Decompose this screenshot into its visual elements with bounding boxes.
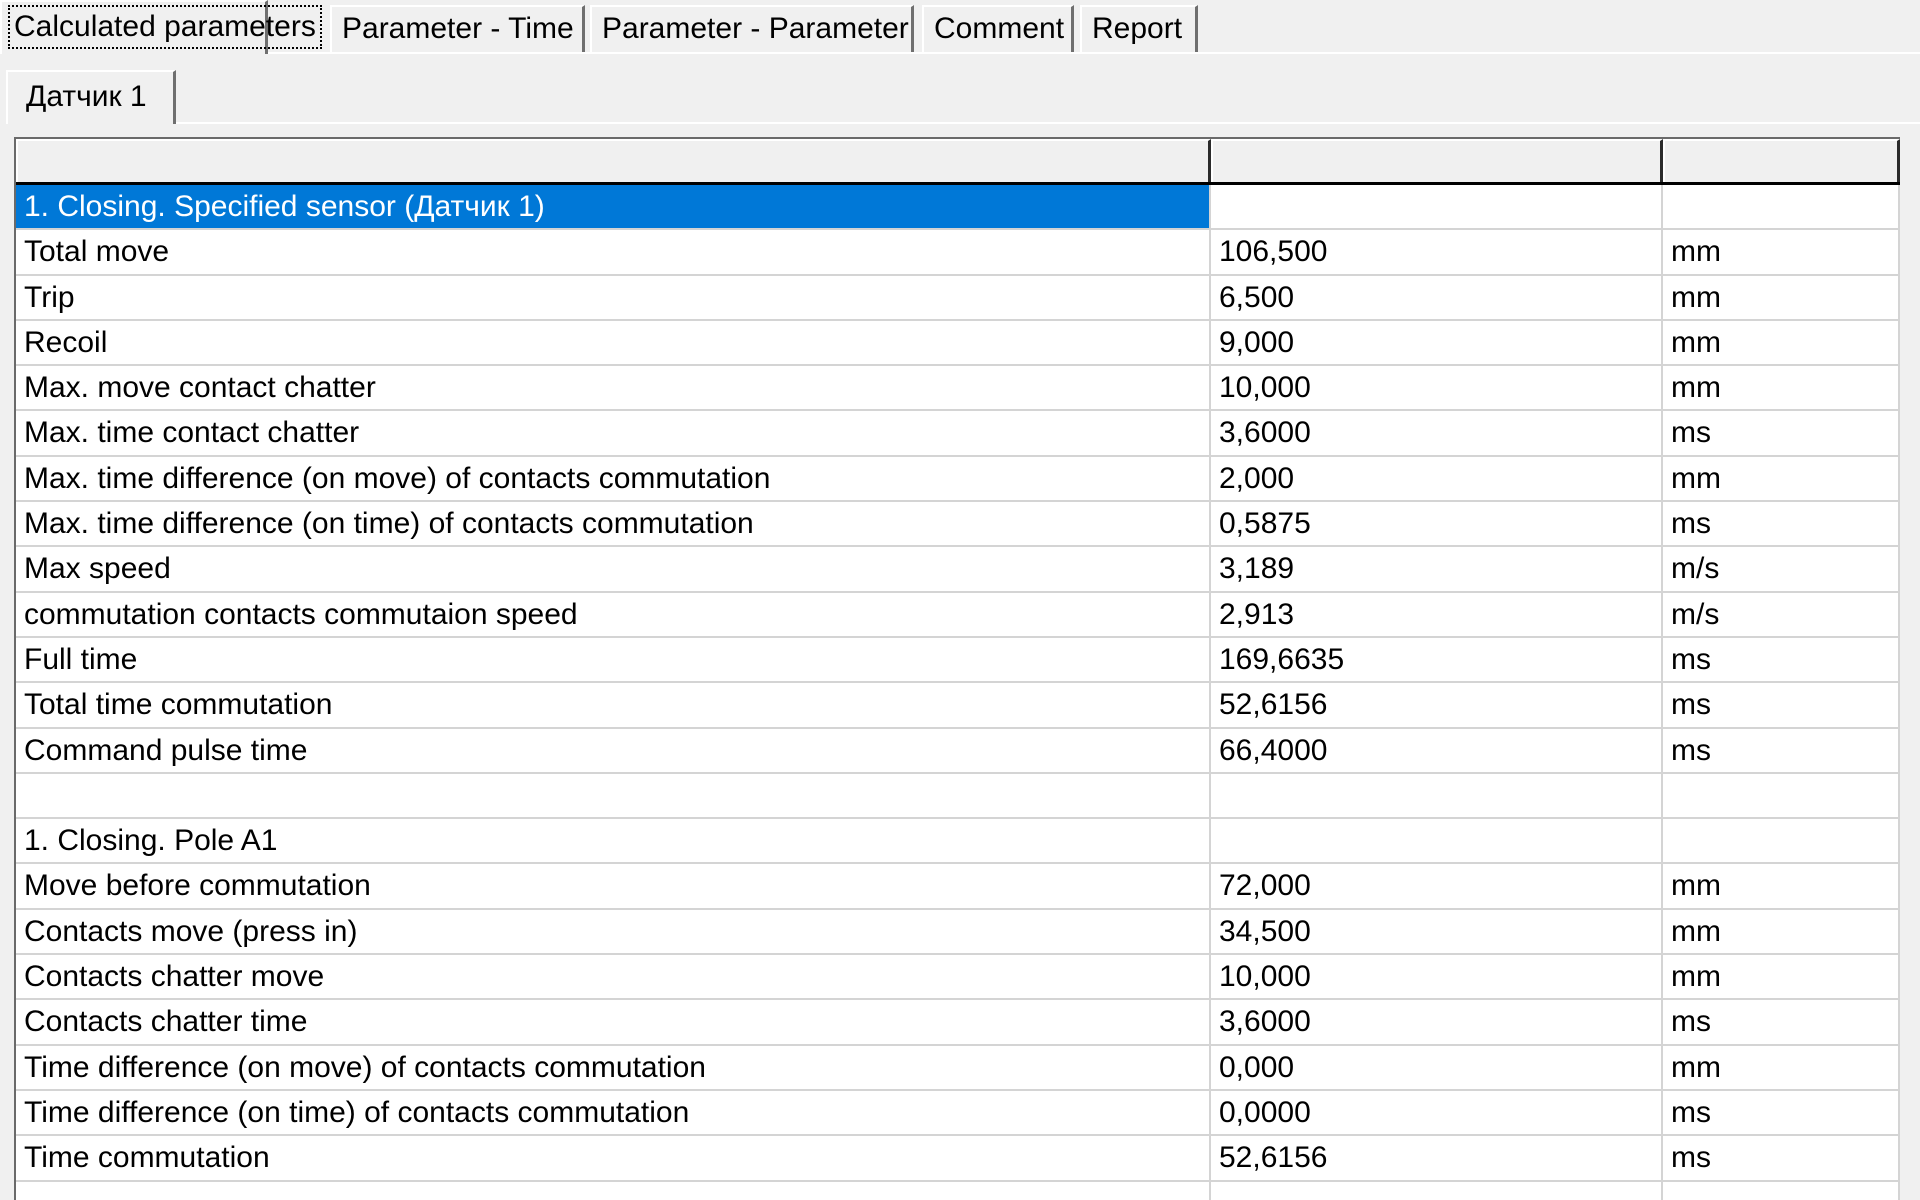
parameter-value-cell[interactable]: 3,6000: [1211, 1000, 1663, 1043]
parameter-unit-cell[interactable]: m/s: [1663, 593, 1900, 636]
parameter-name-cell[interactable]: [16, 321, 1211, 364]
table-row[interactable]: [16, 638, 1900, 683]
parameter-value-cell[interactable]: 106,500: [1211, 230, 1663, 273]
parameter-name-cell[interactable]: [16, 366, 1211, 409]
table-row[interactable]: [16, 683, 1900, 728]
parameter-unit-cell[interactable]: mm: [1663, 321, 1900, 364]
header-name-column[interactable]: [16, 139, 1211, 182]
parameter-name: Full time: [24, 642, 138, 676]
parameter-name: Total time commutation: [24, 688, 333, 722]
parameter-unit-cell[interactable]: mm: [1663, 910, 1900, 953]
table-row[interactable]: [16, 185, 1900, 230]
table-row[interactable]: [16, 910, 1900, 955]
parameter-value-cell[interactable]: 10,000: [1211, 366, 1663, 409]
parameter-name: Trip: [24, 280, 75, 314]
parameter-value-cell[interactable]: 66,4000: [1211, 729, 1663, 772]
subtab-strip-divider: [8, 122, 1920, 124]
parameter-value-cell[interactable]: [1211, 1182, 1663, 1200]
tab-parameter-parameter[interactable]: [590, 5, 914, 52]
parameter-value-cell[interactable]: 34,500: [1211, 910, 1663, 953]
parameter-name-cell[interactable]: [16, 1136, 1211, 1179]
parameter-name: Max. time difference (on time) of contacts commutation: [24, 507, 754, 541]
table-row[interactable]: [16, 1000, 1900, 1045]
table-row[interactable]: [16, 593, 1900, 638]
parameter-value-cell[interactable]: 0,0000: [1211, 1091, 1663, 1134]
table-row[interactable]: [16, 774, 1900, 819]
grid-header: [16, 139, 1900, 185]
parameter-name: Contacts move (press in): [24, 914, 358, 948]
parameter-name-cell[interactable]: [16, 1046, 1211, 1089]
parameter-name: Max. time contact chatter: [24, 416, 360, 450]
parameter-unit-cell[interactable]: mm: [1663, 955, 1900, 998]
parameter-value-cell[interactable]: 72,000: [1211, 864, 1663, 907]
parameter-name: Time difference (on move) of contacts commutation: [24, 1050, 706, 1084]
parameter-unit-cell[interactable]: mm: [1663, 366, 1900, 409]
tab-comment[interactable]: [922, 5, 1074, 52]
table-row[interactable]: [16, 230, 1900, 275]
tab-calculated-parameters[interactable]: [0, 0, 316, 54]
parameter-value-cell[interactable]: 2,913: [1211, 593, 1663, 636]
tab-parameter-parameter-label: Parameter - Parameter: [602, 12, 909, 45]
grid-body: [16, 185, 1900, 1200]
parameter-name-cell[interactable]: [16, 593, 1211, 636]
parameter-unit-cell[interactable]: m/s: [1663, 547, 1900, 590]
parameter-name: 1. Closing. Pole A1: [24, 824, 278, 858]
parameter-unit-cell[interactable]: [1663, 819, 1900, 862]
parameter-unit-cell[interactable]: ms: [1663, 1091, 1900, 1134]
parameter-unit-cell[interactable]: mm: [1663, 276, 1900, 319]
tab-comment-label: Comment: [934, 12, 1065, 45]
parameter-name-cell[interactable]: [16, 1182, 1211, 1200]
parameter-name: Contacts chatter time: [24, 1005, 308, 1039]
parameter-name-cell[interactable]: [16, 1091, 1211, 1134]
parameter-name: Time commutation: [24, 1141, 270, 1175]
table-row[interactable]: [16, 1182, 1900, 1200]
parameter-name: Contacts chatter move: [24, 960, 325, 994]
parameter-name: commutation contacts commutaion speed: [24, 597, 578, 631]
header-unit-column[interactable]: [1663, 139, 1900, 182]
parameter-unit-cell[interactable]: ms: [1663, 1136, 1900, 1179]
subtab-sensor-1-label: Датчик 1: [26, 80, 147, 113]
parameter-name-cell[interactable]: [16, 910, 1211, 953]
parameters-grid[interactable]: [14, 137, 1900, 1200]
parameter-value-cell[interactable]: 2,000: [1211, 457, 1663, 500]
parameter-value-cell[interactable]: [1211, 819, 1663, 862]
table-row[interactable]: [16, 457, 1900, 502]
parameter-unit-cell[interactable]: ms: [1663, 411, 1900, 454]
table-row[interactable]: [16, 1046, 1900, 1091]
parameter-name-cell[interactable]: [16, 547, 1211, 590]
parameter-value-cell[interactable]: 0,5875: [1211, 502, 1663, 545]
parameter-value-cell[interactable]: 169,6635: [1211, 638, 1663, 681]
parameter-value-cell[interactable]: 52,6156: [1211, 683, 1663, 726]
tab-strip-divider: [0, 52, 1920, 54]
parameter-name-cell[interactable]: [16, 276, 1211, 319]
subtab-sensor-1[interactable]: [6, 70, 176, 124]
parameter-unit-cell[interactable]: ms: [1663, 683, 1900, 726]
table-row[interactable]: [16, 1136, 1900, 1181]
parameter-unit-cell[interactable]: ms: [1663, 638, 1900, 681]
parameter-name: Total move: [24, 235, 170, 269]
parameter-name-cell[interactable]: [16, 185, 1211, 228]
parameter-name-cell[interactable]: [16, 774, 1211, 817]
parameter-name-cell[interactable]: [16, 638, 1211, 681]
tab-calculated-parameters-label: Calculated parameters: [8, 5, 322, 49]
parameter-name-cell[interactable]: [16, 683, 1211, 726]
table-row[interactable]: [16, 411, 1900, 456]
tab-report-label: Report: [1092, 12, 1183, 45]
parameter-unit-cell[interactable]: [1663, 1182, 1900, 1200]
table-row[interactable]: [16, 864, 1900, 909]
parameter-name-cell[interactable]: [16, 411, 1211, 454]
table-row[interactable]: [16, 729, 1900, 774]
tab-parameter-time[interactable]: [330, 5, 585, 52]
main-tab-strip: [0, 0, 1920, 54]
parameter-name-cell[interactable]: [16, 502, 1211, 545]
parameter-value-cell[interactable]: [1211, 774, 1663, 817]
parameter-name: Max. time difference (on move) of contacts commutation: [24, 461, 771, 495]
table-row[interactable]: [16, 366, 1900, 411]
table-row[interactable]: [16, 955, 1900, 1000]
parameter-unit-cell[interactable]: mm: [1663, 457, 1900, 500]
table-row[interactable]: [16, 502, 1900, 547]
parameter-name: Time difference (on time) of contacts commutation: [24, 1095, 690, 1129]
parameter-unit-cell[interactable]: mm: [1663, 230, 1900, 273]
parameter-name-cell[interactable]: [16, 1000, 1211, 1043]
parameter-value-cell[interactable]: 0,000: [1211, 1046, 1663, 1089]
parameter-unit-cell[interactable]: [1663, 774, 1900, 817]
parameter-value-cell[interactable]: 3,6000: [1211, 411, 1663, 454]
parameter-name-cell[interactable]: [16, 729, 1211, 772]
parameter-unit-cell[interactable]: ms: [1663, 729, 1900, 772]
parameter-name-cell[interactable]: [16, 819, 1211, 862]
parameter-name: Max. move contact chatter: [24, 371, 376, 405]
parameter-name-cell[interactable]: [16, 457, 1211, 500]
table-row[interactable]: [16, 1091, 1900, 1136]
parameter-name-cell[interactable]: [16, 230, 1211, 273]
parameter-unit-cell[interactable]: mm: [1663, 1046, 1900, 1089]
parameter-name: Max speed: [24, 552, 171, 586]
tab-report[interactable]: [1080, 5, 1198, 52]
parameter-name-cell[interactable]: [16, 864, 1211, 907]
parameter-name-cell[interactable]: [16, 955, 1211, 998]
parameter-value-cell[interactable]: 9,000: [1211, 321, 1663, 364]
parameter-value-cell[interactable]: 10,000: [1211, 955, 1663, 998]
tab-parameter-time-label: Parameter - Time: [342, 12, 574, 45]
parameter-value-cell[interactable]: 3,189: [1211, 547, 1663, 590]
header-value-column[interactable]: [1211, 139, 1663, 182]
parameter-name: Move before commutation: [24, 869, 371, 903]
parameter-name: Recoil: [24, 325, 108, 359]
parameter-name: Command pulse time: [24, 733, 308, 767]
parameter-unit-cell[interactable]: ms: [1663, 502, 1900, 545]
parameter-name: 1. Closing. Specified sensor (Датчик 1): [24, 190, 545, 223]
table-row[interactable]: [16, 276, 1900, 321]
parameter-value-cell[interactable]: 52,6156: [1211, 1136, 1663, 1179]
table-row[interactable]: [16, 819, 1900, 864]
parameter-unit-cell[interactable]: mm: [1663, 864, 1900, 907]
parameter-unit-cell[interactable]: ms: [1663, 1000, 1900, 1043]
parameter-value-cell[interactable]: [1211, 185, 1663, 228]
parameter-value-cell[interactable]: 6,500: [1211, 276, 1663, 319]
table-row[interactable]: [16, 321, 1900, 366]
table-row[interactable]: [16, 547, 1900, 592]
parameter-unit-cell[interactable]: [1663, 185, 1900, 228]
